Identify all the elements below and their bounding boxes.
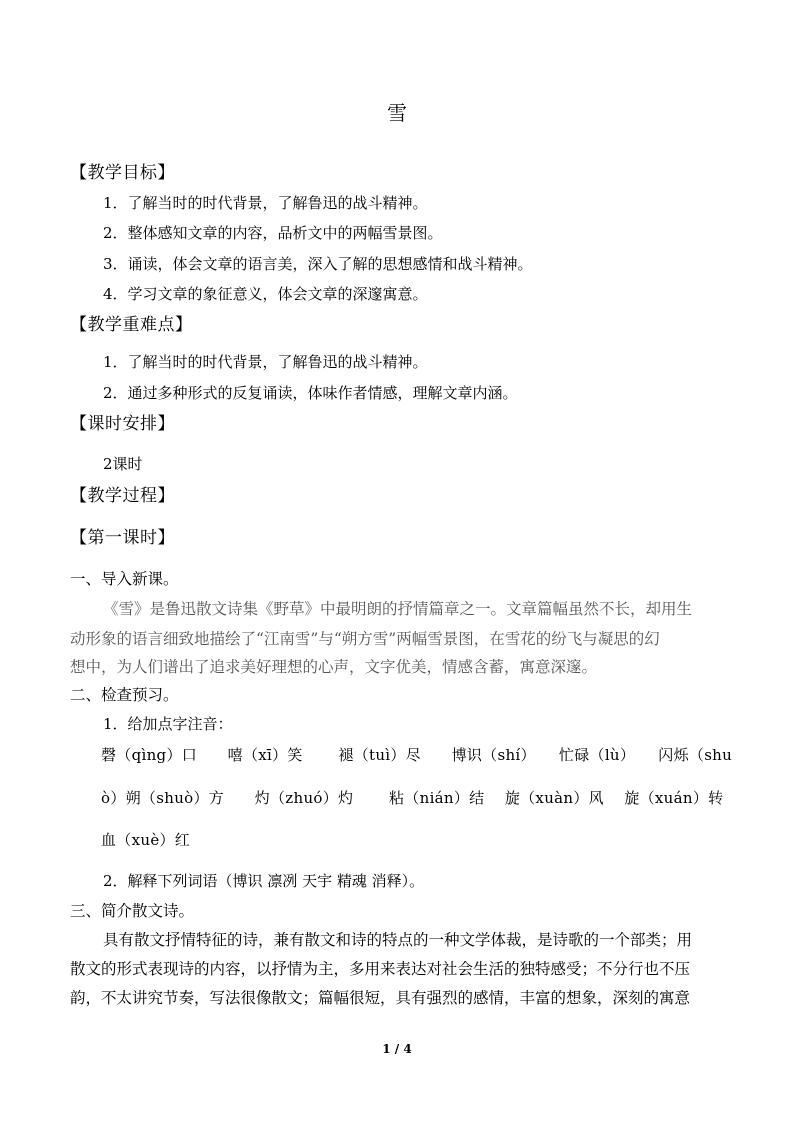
part-heading-preview: 二、检查预习。 xyxy=(70,686,179,704)
page-title: 雪 xyxy=(387,101,407,125)
section-heading-goals: 【教学目标】 xyxy=(70,163,175,183)
goal-item: 3．诵读，体会文章的语言美，深入了解的思想感情和战斗精神。 xyxy=(103,255,533,273)
key-point-item: 1．了解当时的时代背景，了解鲁迅的战斗精神。 xyxy=(103,353,428,371)
intro-paragraph-line: 想中，为人们谱出了追求美好理想的心声，文字优美，情感含蓄，寓意深邃。 xyxy=(70,658,598,676)
section-heading-first-class: 【第一课时】 xyxy=(70,528,175,548)
preview-sub-heading: 2．解释下列词语（博识 凛冽 天宇 精魂 消释）。 xyxy=(103,872,425,890)
section-heading-process: 【教学过程】 xyxy=(70,486,175,506)
pinyin-line: 血（xuè）红 xyxy=(101,831,191,849)
preview-sub-heading: 1．给加点字注音： xyxy=(103,715,233,733)
prose-poem-paragraph-line: 具有散文抒情特征的诗，兼有散文和诗的特点的一种文学体裁，是诗歌的一个部类；用 xyxy=(103,931,693,949)
goal-item: 1．了解当时的时代背景，了解鲁迅的战斗精神。 xyxy=(103,194,428,212)
key-point-item: 2．通过多种形式的反复诵读，体味作者情感，理解文章内涵。 xyxy=(103,384,518,402)
page-number: 1 / 4 xyxy=(382,1042,412,1056)
part-heading-intro: 一、导入新课。 xyxy=(70,570,179,588)
pinyin-line: ò）朔（shuò）方 灼（zhuó）灼 粘（nián）结 旋（xuàn）风 旋（xuán）转 xyxy=(101,789,724,807)
goal-item: 2．整体感知文章的内容，品析文中的两幅雪景图。 xyxy=(103,224,443,242)
intro-paragraph-line: 动形象的语言细致地描绘了“江南雪”与“朔方雪”两幅雪景图，在雪花的纷飞与凝思的幻 xyxy=(70,630,660,648)
goal-item: 4．学习文章的象征意义，体会文章的深邃寓意。 xyxy=(103,285,428,303)
section-heading-schedule: 【课时安排】 xyxy=(70,414,175,434)
pinyin-line: 磬（qìng）口 嘻（xī）笑 褪（tuì）尽 博识（shí） 忙碌（lù） 闪烁（shu xyxy=(101,746,733,764)
prose-poem-paragraph-line: 散文的形式表现诗的内容，以抒情为主，多用来表达对社会生活的独特感受；不分行也不压 xyxy=(70,960,691,978)
intro-paragraph-line: 《雪》是鲁迅散文诗集《野草》中最明朗的抒情篇章之一。文章篇幅虽然不长，却用生 xyxy=(103,600,693,618)
part-heading-prose-poem: 三、简介散文诗。 xyxy=(70,902,195,920)
section-heading-key-points: 【教学重难点】 xyxy=(70,315,193,335)
schedule-value: 2课时 xyxy=(103,455,143,473)
prose-poem-paragraph-line: 韵，不太讲究节奏，写法很像散文；篇幅很短，具有强烈的感情，丰富的想象，深刻的寓意 xyxy=(70,989,691,1007)
